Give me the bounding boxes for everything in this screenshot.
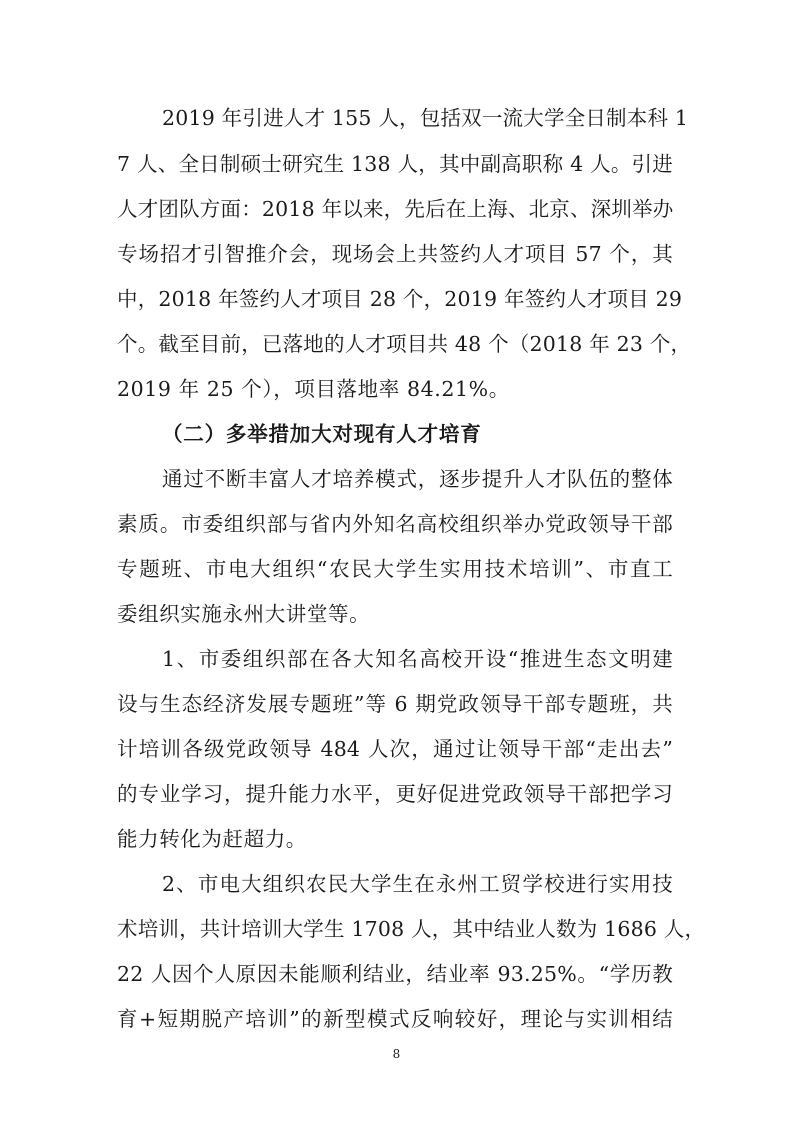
paragraph-line: 委组织实施永州大讲堂等。 [117,602,371,626]
paragraph-line: 人才团队方面：2018 年以来，先后在上海、北京、深圳举办 [117,197,674,221]
paragraph-line: 术培训，共计培训大学生 1708 人，其中结业人数为 1686 人， [117,917,706,941]
paragraph-line: 2019 年引进人才 155 人，包括双一流大学全日制本科 1 [162,106,689,130]
paragraph-line: 素质。市委组织部与省内外知名高校组织举办党政领导干部 [117,512,673,536]
paragraph-line: 计培训各级党政领导 484 人次，通过让领导干部“走出去” [117,737,673,761]
paragraph-line: 专题班、市电大组织“农民大学生实用技术培训”、市直工 [117,557,673,581]
paragraph-line: 育+短期脱产培训”的新型模式反响较好，理论与实训相结 [117,1007,673,1031]
paragraph-line: 能力转化为赶超力。 [117,827,307,851]
paragraph-line: 2、市电大组织农民大学生在永州工贸学校进行实用技 [162,872,673,896]
paragraph-line: 设与生态经济发展专题班”等 6 期党政领导干部专题班，共 [117,692,673,716]
paragraph-line: 中，2018 年签约人才项目 28 个，2019 年签约人才项目 29 [117,287,683,311]
paragraph-line: 个。截至目前，已落地的人才项目共 48 个（2018 年 23 个， [117,332,692,356]
paragraph-line: 2019 年 25 个），项目落地率 84.21%。 [117,377,510,401]
paragraph-line: 7 人、全日制硕士研究生 138 人，其中副高职称 4 人。引进 [117,152,673,176]
paragraph-line: 22 人因个人原因未能顺利结业，结业率 93.25%。“学历教 [117,962,673,986]
page-number: 8 [392,1047,401,1061]
section-heading: （二）多举措加大对现有人才培育 [162,422,482,446]
paragraph-line: 1、市委组织部在各大知名高校开设“推进生态文明建 [162,647,673,671]
paragraph-line: 通过不断丰富人才培养模式，逐步提升人才队伍的整体 [162,467,673,491]
paragraph-line: 的专业学习，提升能力水平，更好促进党政领导干部把学习 [117,782,673,806]
paragraph-line: 专场招才引智推介会，现场会上共签约人才项目 57 个，其 [117,242,673,266]
